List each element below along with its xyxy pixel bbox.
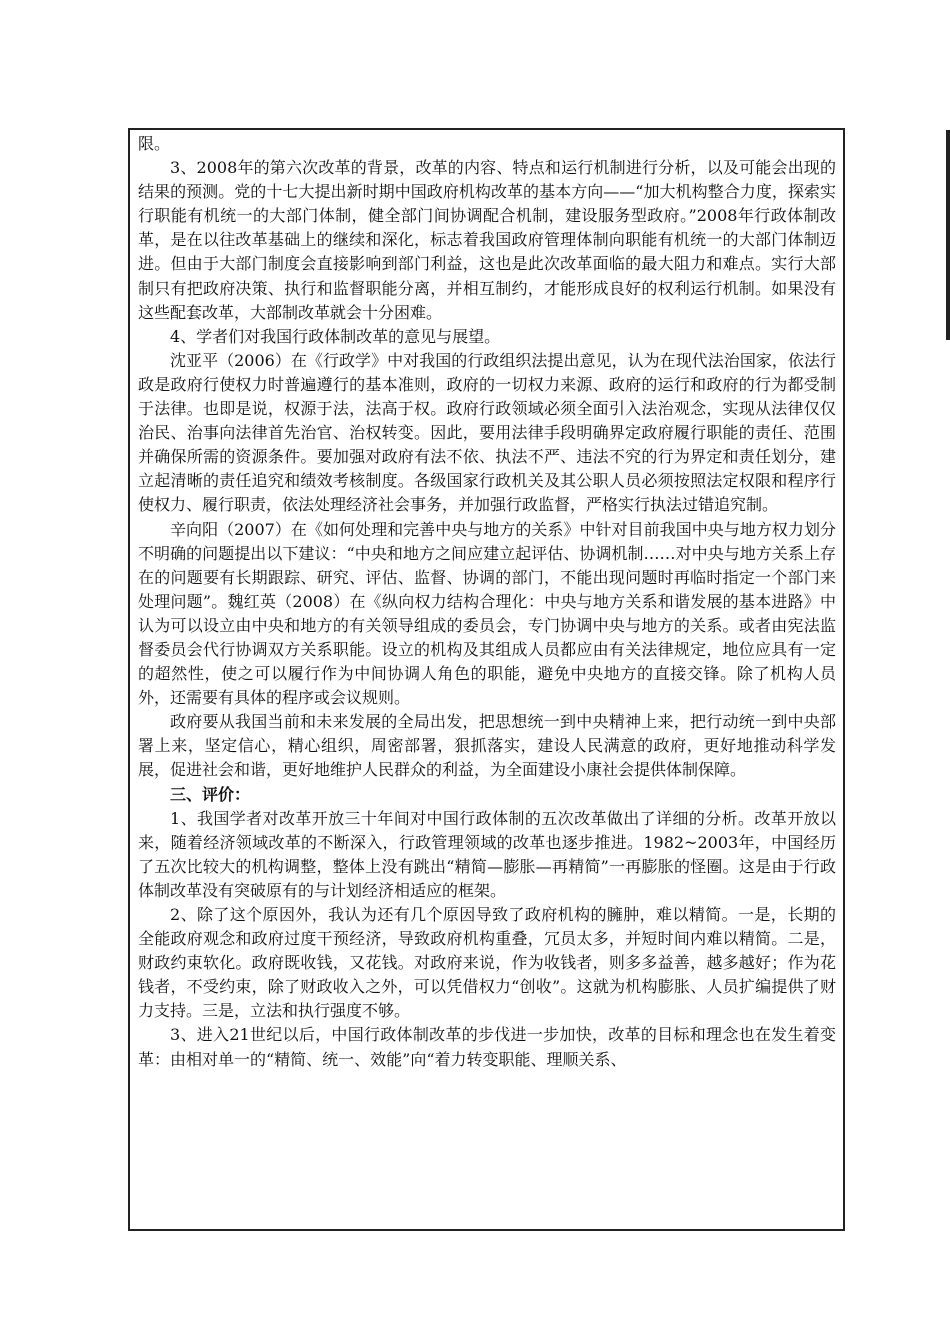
- paragraph-reform-2008: 3、2008年的第六次改革的背景，改革的内容、特点和运行机制进行分析，以及可能会出现的结果的预测。党的十七大提出新时期中国政府机构改革的基本方向——“加大机构整合力度，探索实行职能有机统一的大部门体制，健全部门间协调配合机制，建设服务型政府。”2008年行政体制改革，是在以往改革基础上的继续和深化，标志着我国政府管理体制向职能有机统一的大部门体制迈进。但由于大部门制度会直接影响到部门利益，这也是此次改革面临的最大阻力和难点。实行大部制只有把政府决策、执行和监督职能分离，并相互制约，才能形成良好的权利运行机制。如果没有这些配套改革，大部制改革就会十分困难。: [138, 158, 836, 322]
- paragraph-shen-yaping: 沈亚平（2006）在《行政学》中对我国的行政组织法提出意见，认为在现代法治国家，依法行政是政府行使权力时普遍遵行的基本准则，政府的一切权力来源、政府的运行和政府的行为都受制于法律。也即是说，权源于法，法高于权。政府行政领域必须全面引入法治观念，实现从法律仅仅治民、治事向法律首先治官、治权转变。因此，要用法律手段明确界定政府履行职能的责任、范围并确保所需的资源条件。要加强对政府有法不依、执法不严、违法不究的行为界定和责任划分，建立起清晰的责任追究和绩效考核制度。各级国家行政机关及其公职人员必须按照法定权限和程序行使权力、履行职责，依法处理经济社会事务，并加强行政监督，严格实行执法过错追究制。: [138, 350, 836, 515]
- paragraph-government-goals: 政府要从我国当前和未来发展的全局出发，把思想统一到中央精神上来，把行动统一到中央部署上来，坚定信心，精心组织，周密部署，狠抓落实，建设人民满意的政府，更好地推动科学发展，促进社会和谐，更好地维护人民群众的利益，为全面建设小康社会提供体制保障。: [138, 712, 836, 780]
- paragraph-evaluation-3: 3、进入21世纪以后，中国行政体制改革的步伐进一步加快，改革的目标和理念也在发生着变革：由相对单一的“精简、统一、效能”向“着力转变职能、理顺关系、: [138, 1025, 836, 1069]
- section-heading-evaluation: 三、评价：: [170, 784, 251, 804]
- paragraph-evaluation-2: 2、除了这个原因外，我认为还有几个原因导致了政府机构的臃肿，难以精简。一是，长期的全能政府观念和政府过度干预经济，导致政府机构重叠，冗员太多，并短时间内难以精简。二是，财政约束软化。政府既收钱，又花钱。对政府来说，作为收钱者，则多多益善，越多越好；作为花钱者，不受约束，除了财政收入之外，可以凭借权力“创收”。这就为机构膨胀、人员扩编提供了财力支持。三是，立法和执行强度不够。: [138, 905, 836, 1021]
- paragraph-continuation: 限。: [138, 134, 171, 153]
- document-body: [138, 132, 836, 1072]
- page-edge-bar: [946, 130, 950, 340]
- paragraph-scholars-heading: 4、学者们对我国行政体制改革的意见与展望。: [170, 326, 501, 346]
- paragraph-evaluation-1: 1、我国学者对改革开放三十年间对中国行政体制的五次改革做出了详细的分析。改革开放以来，随着经济领域改革的不断深入，行政管理领域的改革也逐步推进。1982~2003年，中国经历了五次比较大的机构调整，整体上没有跳出“精简—膨胀—再精简”一再膨胀的怪圈。这是由于行政体制改革没有突破原有的与计划经济相适应的框架。: [138, 808, 836, 900]
- paragraph-xin-xiangyang: 辛向阳（2007）在《如何处理和完善中央与地方的关系》中针对目前我国中央与地方权力划分不明确的问题提出以下建议：“中央和地方之间应建立起评估、协调机制……对中央与地方关系上存在的问题要有长期跟踪、研究、评估、监督、协调的部门，不能出现问题时再临时指定一个部门来处理问题”。魏红英（2008）在《纵向权力结构合理化：中央与地方关系和谐发展的基本进路》中认为可以设立由中央和地方的有关领导组成的委员会，专门协调中央与地方的关系。或者由宪法监督委员会代行协调双方关系职能。设立的机构及其组成人员都应由有关法律规定，地位应具有一定的超然性，使之可以履行作为中间协调人角色的职能，避免中央地方的直接交锋。除了机构人员外，还需要有具体的程序或会议规则。: [138, 519, 836, 708]
